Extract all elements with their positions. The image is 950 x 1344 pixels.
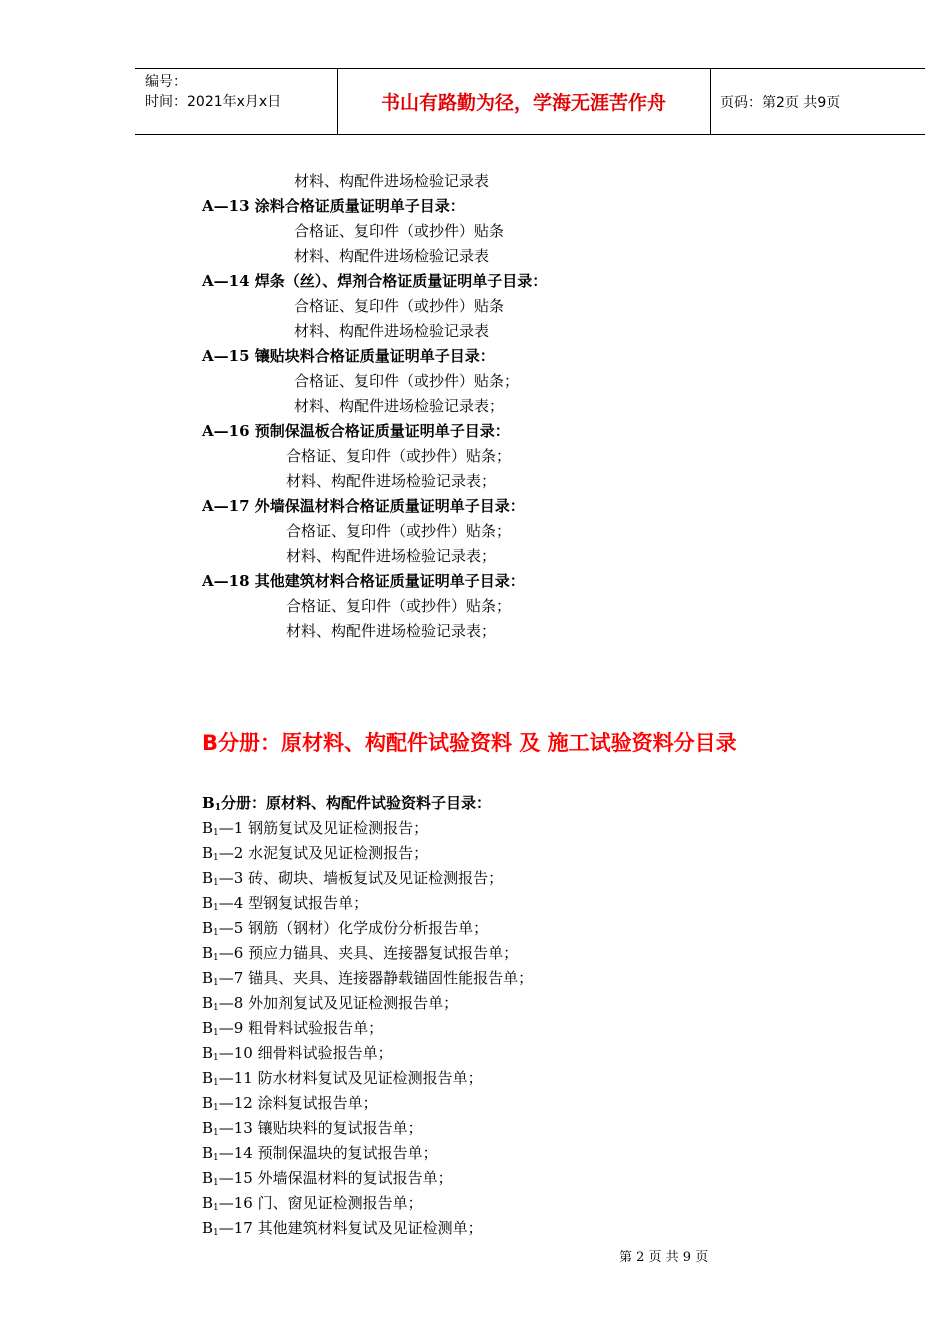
list-item-text: —17 其他建筑材料复试及见证检测单； (218, 1219, 483, 1237)
list-item (202, 1168, 453, 1193)
list-item (202, 893, 368, 918)
b-subscript: 1 (213, 1078, 219, 1088)
b-subscript: 1 (214, 803, 221, 813)
b-prefix: B (202, 819, 214, 837)
page-footer: 第 2 页 共 9 页 (619, 1250, 709, 1265)
b-prefix: B (202, 919, 214, 937)
list-item (202, 1093, 378, 1118)
b-subscript: 1 (213, 1228, 219, 1238)
b-subscript: 1 (213, 1103, 219, 1113)
list-item-text: —5 钢筋（钢材）化学成份分析报告单； (218, 919, 489, 937)
list-item-text: —13 镶贴块料的复试报告单； (218, 1119, 423, 1137)
list-item-text: —14 预制保温块的复试报告单； (218, 1144, 438, 1162)
list-item: 材料、构配件进场检验记录表； (294, 397, 505, 415)
list-item: 合格证、复印件（或抄件）贴条； (294, 372, 520, 390)
list-item: 合格证、复印件（或抄件）贴条； (286, 447, 512, 465)
b-prefix: B (202, 1119, 214, 1137)
list-item-text: —3 砖、砌块、墙板复试及见证检测报告； (218, 869, 504, 887)
b-prefix: B (202, 1219, 214, 1237)
list-item-text: —7 锚具、夹具、连接器静载锚固性能报告单； (218, 969, 534, 987)
b-subscript: 1 (213, 903, 219, 913)
list-item: 合格证、复印件（或抄件）贴条； (286, 597, 512, 615)
list-item: 材料、构配件进场检验记录表； (286, 472, 497, 490)
b-subscript: 1 (213, 1053, 219, 1063)
b-subscript: 1 (213, 1128, 219, 1138)
list-item-text: —11 防水材料复试及见证检测报告单； (218, 1069, 483, 1087)
b-prefix: B (202, 1169, 214, 1187)
b-prefix: B (202, 844, 214, 862)
b-subscript: 1 (213, 978, 219, 988)
list-item: 材料、构配件进场检验记录表 (294, 172, 490, 190)
b-prefix: B (202, 944, 214, 962)
b-prefix: B (202, 1044, 214, 1062)
b1-heading-text: 分册：原材料、构配件试验资料子目录： (220, 794, 491, 812)
list-item (202, 1043, 393, 1068)
b-subscript: 1 (213, 953, 219, 963)
b-subscript: 1 (213, 853, 219, 863)
b-prefix: B (202, 1069, 214, 1087)
subsection-heading: A—18 其他建筑材料合格证质量证明单子目录： (202, 572, 525, 590)
list-item (202, 1018, 383, 1043)
b-prefix: B (202, 1094, 214, 1112)
subsection-heading: A—16 预制保温板合格证质量证明单子目录： (202, 422, 510, 440)
list-item-text: —9 粗骨料试验报告单； (218, 1019, 384, 1037)
b-prefix: B (202, 994, 214, 1012)
b-prefix: B (202, 1019, 214, 1037)
list-item: 材料、构配件进场检验记录表 (294, 322, 490, 340)
b-subscript: 1 (213, 1003, 219, 1013)
list-item (202, 1143, 438, 1168)
list-item-text: —12 涂料复试报告单； (218, 1094, 378, 1112)
section-b-title: B分册：原材料、构配件试验资料 及 施工试验资料分目录 (202, 731, 737, 755)
b-prefix: B (202, 894, 214, 912)
b-subscript: 1 (213, 1178, 219, 1188)
list-item-text: —10 细骨料试验报告单； (218, 1044, 393, 1062)
b-subscript: 1 (213, 1028, 219, 1038)
list-item: 材料、构配件进场检验记录表； (286, 547, 497, 565)
subsection-heading: A—15 镶贴块料合格证质量证明单子目录： (202, 347, 495, 365)
list-item-text: —8 外加剂复试及见证检测报告单； (218, 994, 459, 1012)
list-item: 合格证、复印件（或抄件）贴条 (294, 297, 505, 315)
list-item-text: —6 预应力锚具、夹具、连接器复试报告单； (218, 944, 519, 962)
b-prefix: B (202, 969, 214, 987)
list-item (202, 1193, 423, 1218)
header-left (145, 72, 281, 112)
list-item (202, 1218, 483, 1243)
list-item (202, 993, 458, 1018)
b-subscript: 1 (213, 878, 219, 888)
list-item (202, 868, 503, 893)
list-item: 材料、构配件进场检验记录表 (294, 247, 490, 265)
list-item (202, 843, 428, 868)
page-header (135, 68, 925, 135)
list-item-text: —4 型钢复试报告单； (218, 894, 369, 912)
b-subscript: 1 (213, 1203, 219, 1213)
subsection-heading: A—14 焊条（丝）、焊剂合格证质量证明单子目录： (202, 272, 548, 290)
list-item (202, 968, 533, 993)
list-item: 合格证、复印件（或抄件）贴条 (294, 222, 505, 240)
b-subscript: 1 (213, 828, 219, 838)
list-item (202, 818, 428, 843)
b1-heading (202, 793, 491, 818)
list-item: 合格证、复印件（或抄件）贴条； (286, 522, 512, 540)
list-item (202, 918, 488, 943)
b-prefix: B (202, 1144, 214, 1162)
list-item (202, 1118, 423, 1143)
b-prefix: B (202, 794, 215, 812)
list-item-text: —1 钢筋复试及见证检测报告； (218, 819, 429, 837)
number-label: 编号： (145, 74, 187, 90)
list-item-text: —15 外墙保温材料的复试报告单； (218, 1169, 453, 1187)
time-label: 时间：2021年x月x日 (145, 94, 282, 110)
b-subscript: 1 (213, 1153, 219, 1163)
subsection-heading: A—13 涂料合格证质量证明单子目录： (202, 197, 465, 215)
list-item-text: —16 门、窗见证检测报告单； (218, 1194, 423, 1212)
list-item: 材料、构配件进场检验记录表； (286, 622, 497, 640)
b-prefix: B (202, 1194, 214, 1212)
b-prefix: B (202, 869, 214, 887)
header-motto: 书山有路勤为径，学海无涯苦作舟 (380, 92, 666, 114)
list-item (202, 1068, 483, 1093)
header-divider (710, 68, 711, 135)
list-item-text: —2 水泥复试及见证检测报告； (218, 844, 429, 862)
subsection-heading: A—17 外墙保温材料合格证质量证明单子目录： (202, 497, 525, 515)
header-page-label: 页码：第2页 共9页 (720, 94, 841, 111)
list-item (202, 943, 518, 968)
b-subscript: 1 (213, 928, 219, 938)
